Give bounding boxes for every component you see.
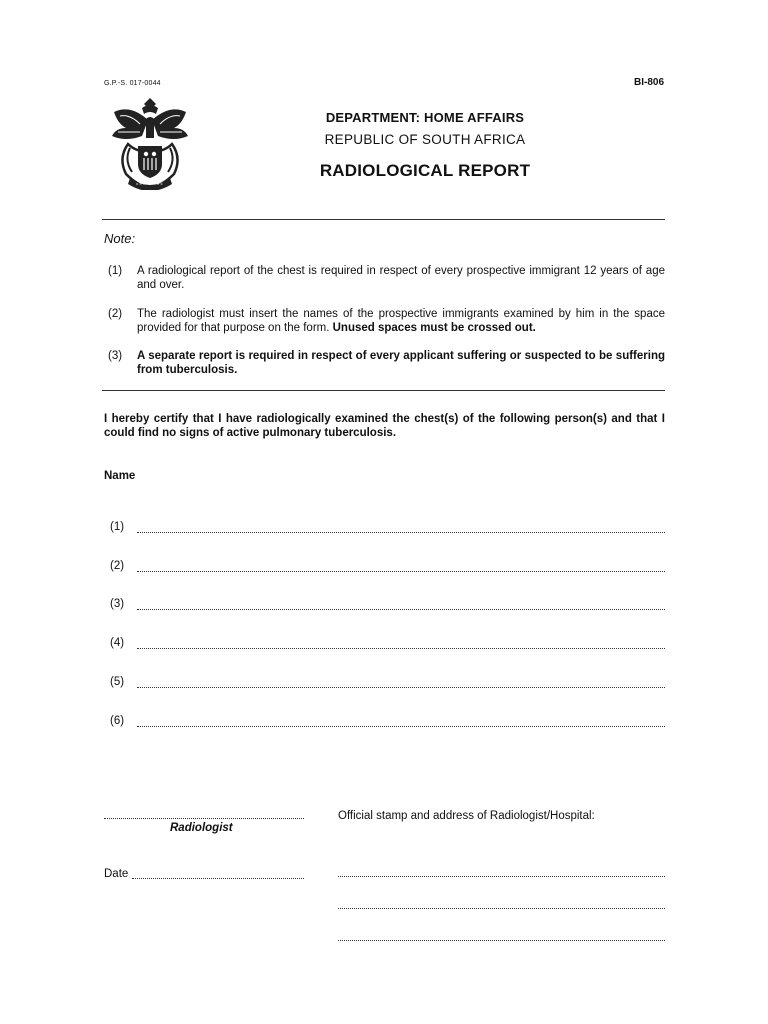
- name-field[interactable]: [137, 571, 665, 572]
- date-field[interactable]: [132, 878, 304, 879]
- note-emphasis: Unused spaces must be crossed out.: [332, 322, 536, 334]
- stamp-address-line-1[interactable]: [338, 876, 665, 877]
- entry-number: (6): [110, 715, 125, 727]
- republic-heading: REPUBLIC OF SOUTH AFRICA: [324, 132, 526, 147]
- stamp-address-line-2[interactable]: [338, 908, 665, 909]
- stamp-label: Official stamp and address of Radiologist/Hospital:: [338, 810, 595, 822]
- stamp-address-line-3[interactable]: [338, 940, 665, 941]
- note-number: (3): [108, 350, 123, 362]
- note-number: (2): [108, 308, 123, 320]
- form-code: G.P.-S. 017-0044: [104, 80, 161, 87]
- note-text: A radiological report of the chest is required in respect of every prospective immigrant 12 years of age and over.: [137, 265, 665, 291]
- note-emphasis: A separate report is required in respect of every applicant suffering or suspected to be suffering from tuberculosis.: [137, 350, 665, 376]
- name-entry-1[interactable]: [110, 521, 665, 535]
- entry-number: (1): [110, 521, 125, 533]
- certification-statement: I hereby certify that I have radiologically examined the chest(s) of the following person(s) and that I could find no signs of active pulmonary tuberculosis.: [104, 413, 665, 439]
- name-field[interactable]: [137, 687, 665, 688]
- name-entry-5[interactable]: [110, 676, 665, 690]
- note-label: Note:: [104, 231, 136, 246]
- entry-number: (4): [110, 637, 125, 649]
- entry-number: (2): [110, 560, 125, 572]
- name-field[interactable]: [137, 609, 665, 610]
- bottom-divider: [102, 390, 665, 391]
- department-heading: DEPARTMENT: HOME AFFAIRS: [325, 110, 525, 125]
- note-text: The radiologist must insert the names of the prospective immigrants examined by him in the space provided for that purpose on the form.: [137, 308, 665, 334]
- date-label: Date: [104, 868, 129, 880]
- radiologist-signature-field[interactable]: [104, 818, 304, 819]
- note-item-3: [108, 349, 665, 377]
- note-item-1: [108, 264, 665, 292]
- note-number: (1): [108, 265, 123, 277]
- name-field[interactable]: [137, 726, 665, 727]
- name-entry-3[interactable]: [110, 598, 665, 612]
- name-label: Name: [104, 470, 136, 482]
- note-item-2: [108, 307, 665, 335]
- name-entry-4[interactable]: [110, 637, 665, 651]
- name-entry-2[interactable]: [110, 560, 665, 574]
- page-title: RADIOLOGICAL REPORT: [319, 161, 531, 180]
- name-entry-6[interactable]: [110, 715, 665, 729]
- top-divider: [102, 219, 665, 220]
- radiologist-label: Radiologist: [170, 822, 233, 834]
- name-field[interactable]: [137, 532, 665, 533]
- name-field[interactable]: [137, 648, 665, 649]
- form-number: BI-806: [634, 77, 665, 88]
- entry-number: (5): [110, 676, 125, 688]
- entry-number: (3): [110, 598, 125, 610]
